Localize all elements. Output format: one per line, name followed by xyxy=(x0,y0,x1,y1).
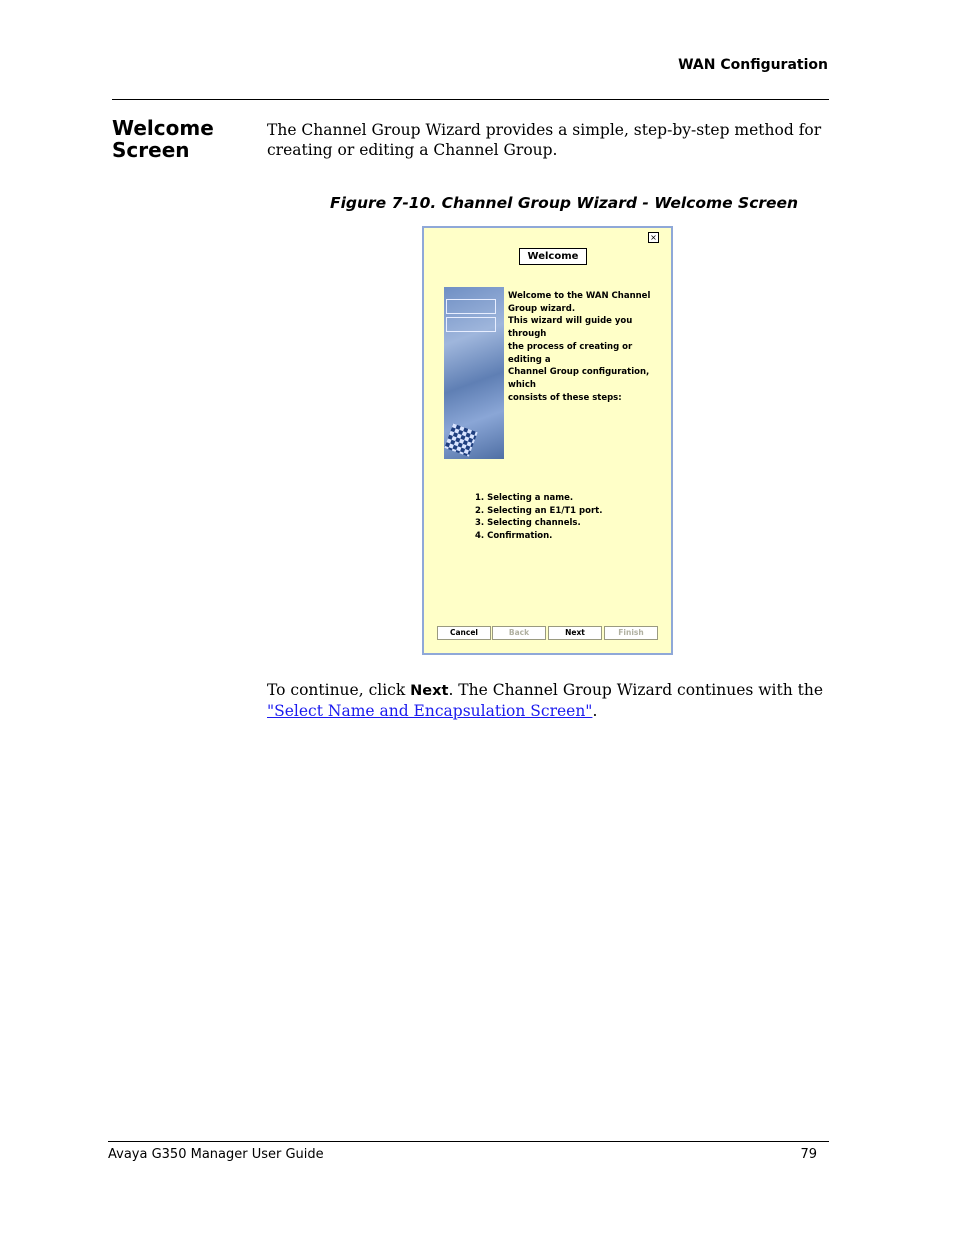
image-label-box xyxy=(446,317,496,332)
steps-list xyxy=(475,492,602,543)
step-item: 1. Selecting a name. xyxy=(475,493,574,503)
figure-caption: Figure 7-10. Channel Group Wizard - Welcome Screen xyxy=(330,194,799,212)
next-keyword: Next xyxy=(410,683,449,699)
cancel-button[interactable]: Cancel xyxy=(437,626,491,640)
image-label-box xyxy=(446,299,496,314)
intro-paragraph: The Channel Group Wizard provides a simple, step-by-step method for creating or editing a Channel Group. xyxy=(267,121,822,159)
welcome-line: Welcome to the WAN Channel xyxy=(508,291,651,301)
continue-text: . The Channel Group Wizard continues with the xyxy=(448,681,824,699)
section-heading-line2: Screen xyxy=(112,138,190,162)
step-item: 3. Selecting channels. xyxy=(475,518,581,529)
wizard-side-image xyxy=(444,287,504,459)
welcome-line: consists of these steps: xyxy=(508,392,622,403)
welcome-line: This wizard will guide you through xyxy=(508,316,633,340)
checkered-flag-graphic xyxy=(444,423,477,456)
section-heading-line1: Welcome xyxy=(112,116,214,140)
step-item: 4. Confirmation. xyxy=(475,531,553,542)
step-item: 2. Selecting an E1/T1 port. xyxy=(475,505,603,516)
continue-text: . xyxy=(592,702,598,720)
wizard-window xyxy=(422,226,673,655)
finish-button[interactable]: Finish xyxy=(604,626,658,640)
select-name-link[interactable]: "Select Name and Encapsulation Screen" xyxy=(267,702,593,720)
footer-rule xyxy=(108,1141,829,1142)
running-header: WAN Configuration xyxy=(678,57,828,73)
close-icon[interactable]: × xyxy=(648,232,659,243)
header-rule xyxy=(112,99,829,100)
continue-paragraph xyxy=(267,680,827,721)
welcome-line: Group wizard. xyxy=(508,303,576,314)
section-heading xyxy=(112,117,214,161)
welcome-message xyxy=(508,290,668,404)
welcome-tab[interactable]: Welcome xyxy=(519,248,587,265)
welcome-line: Channel Group configuration, which xyxy=(508,367,650,390)
next-button[interactable]: Next xyxy=(548,626,602,640)
back-button[interactable]: Back xyxy=(492,626,546,640)
continue-text: To continue, click xyxy=(267,681,411,699)
welcome-line: the process of creating or editing a xyxy=(508,341,633,365)
page-number: 79 xyxy=(800,1147,817,1162)
footer-title: Avaya G350 Manager User Guide xyxy=(108,1147,324,1162)
